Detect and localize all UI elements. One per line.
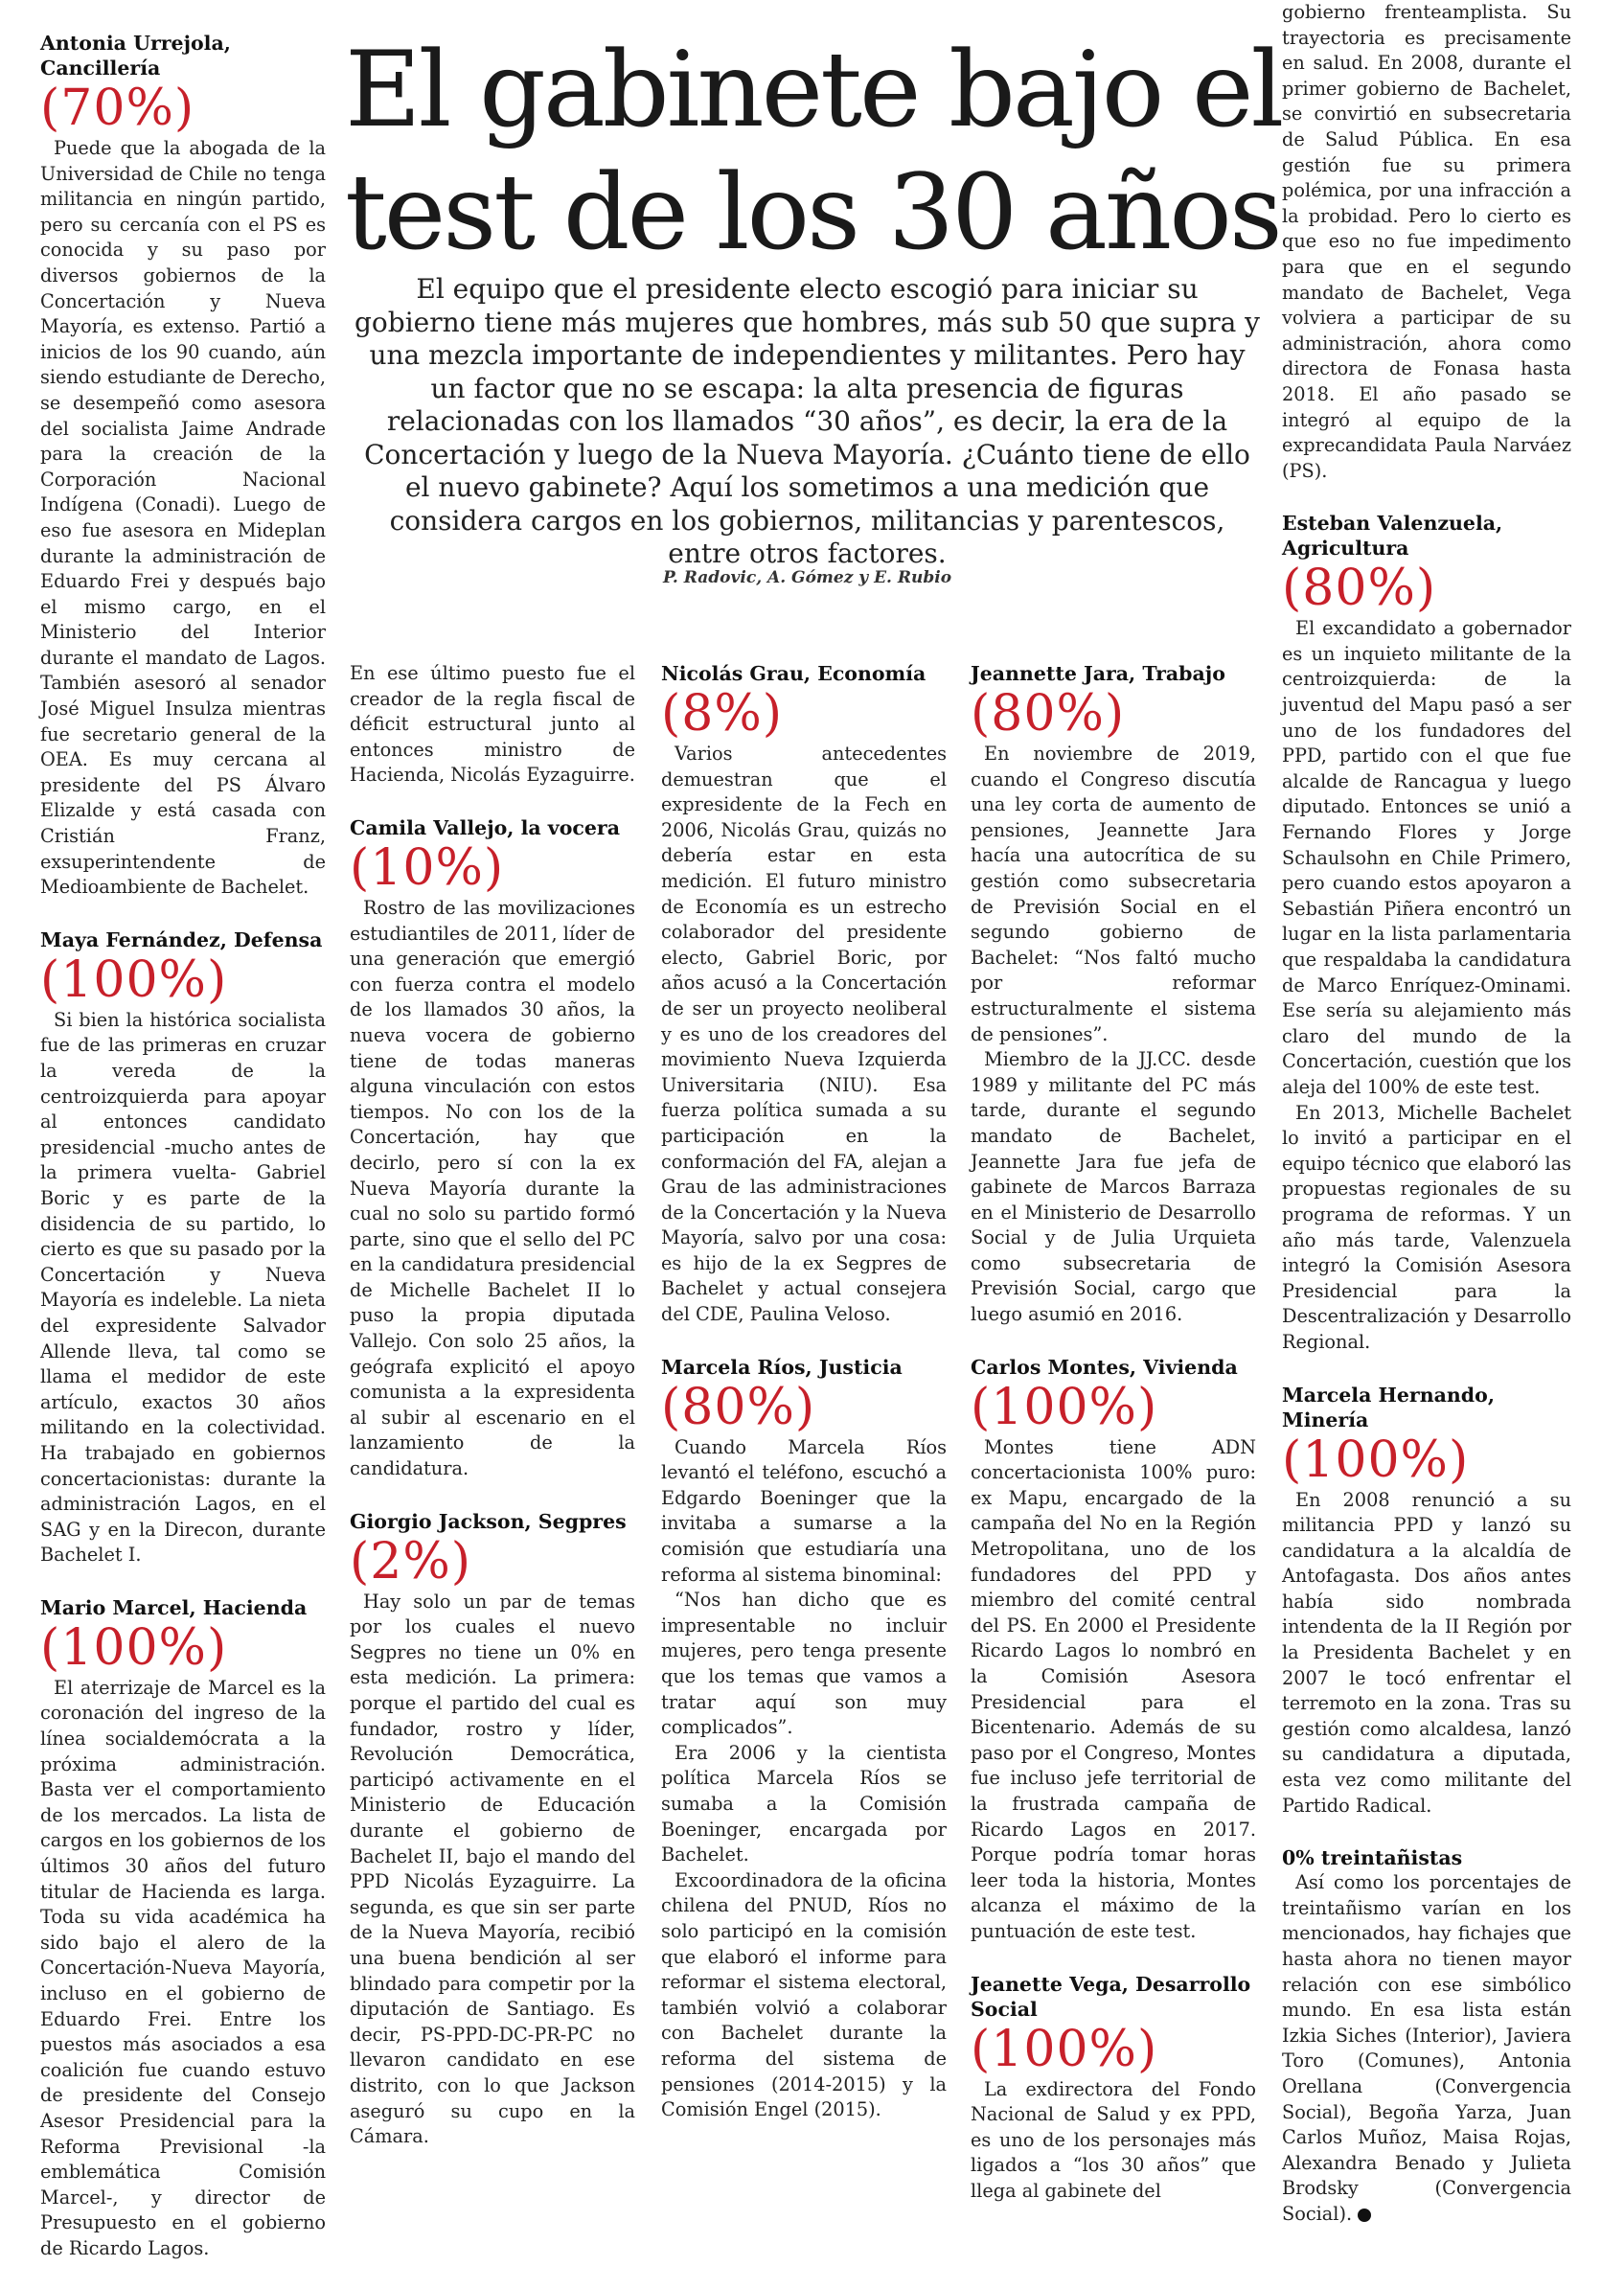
percentage-score: (70%): [40, 80, 195, 137]
article-section: [350, 815, 635, 1482]
article-body: [661, 742, 947, 1328]
article-section: [40, 927, 326, 1568]
percentage-score: (10%): [350, 838, 505, 897]
percentage-score: (100%): [40, 1618, 228, 1677]
minister-name: Jeannette Jara, Trabajo: [971, 662, 1225, 685]
percentage-score: (80%): [1282, 560, 1437, 618]
article-body: [1282, 1488, 1571, 1820]
paragraph: Montes tiene ADN concertacionista 100% puro: ex Mapu, encargado de la campaña del No en la Región Metropolitana, uno de los fundadores del PPD y miembro del comité central del PS. En 2000 el Presidente Ricardo Lagos lo nombró en la Comisión Asesora Presidencial para el Bicentenario. Además de su paso por el Congreso, Montes fue incluso jefe territorial de la frustrada campaña de Ricardo Lagos en 2017. Porque podría tomar horas leer toda la historia, Montes alcanza el máximo de la puntuación de este test.: [971, 1435, 1256, 1942]
percentage-score: (100%): [971, 1378, 1158, 1436]
column-5: [1282, 0, 1571, 2255]
paragraph: Así como los porcentajes de treintañismo varían en los mencionados, hay fichajes que hasta ahora no tienen mayor relación con ese simbólico mundo. En esa lista están Izkia Siches (Interior), Javiera Toro (Comunes), Antonia Orellana (Convergencia Social), Begoña Yarza, Juan Carlos Muñoz, Maisa Rojas, Alexandra Benado y Julieta Brodsky (Convergencia Social).: [1282, 1871, 1571, 2225]
paragraph: En 2008 renunció a su militancia PPD y lanzó su candidatura a la alcaldía de Antofagasta. Dos años antes había sido nombrada intendenta de la II Región por la Presidenta Bachelet y en 2007 le tocó enfrentar el terremoto en la zona. Tras su gestión como alcaldesa, lanzó su candidatura a diputada, esta vez como militante del Partido Radical.: [1282, 1488, 1571, 1817]
column-1: [40, 31, 326, 2289]
paragraph: Hay solo un par de temas por los cuales el nuevo Segpres no tiene un 0% en esta medición. La primera: porque el partido del cual es fundador, rostro y líder, Revolución Democrática, participó activamente en el Ministerio de Educación durante el gobierno de Bachelet II, bajo el mando del PPD Nicolás Eyzaguirre. La segunda, es que sin ser parte de la Nueva Mayoría, recibió una buena bendición al ser blindado para competir por la diputación de Santiago. Es decir, PS-PPD-DC-PR-PC no llevaron candidato en ese distrito, con lo que Jackson aseguró su cupo en la Cámara.: [350, 1590, 635, 2148]
article-section: [1282, 1383, 1571, 1820]
article-section: [971, 1355, 1256, 1945]
byline: P. Radovic, A. Gómez y E. Rubio: [662, 568, 952, 587]
article-section: [661, 661, 947, 1328]
article-body: [1282, 0, 1571, 484]
minister-name: Maya Fernández, Defensa: [40, 927, 323, 951]
end-mark-icon: [1358, 2209, 1371, 2222]
paragraph: Rostro de las movilizaciones estudiantiles de 2011, líder de una generación que emergió con fuerza contra el modelo de los llamados 30 años, la nueva vocera de gobierno tiene de todas maneras alguna vinculación con estos tiempos. No con los de la Concertación, hay que decirlo, pero sí con la ex Nueva Mayoría durante la cual no solo su partido formó parte, sino que el sello del PC en la candidatura presidencial de Michelle Bachelet II lo puso la propia diputada Vallejo. Con solo 25 años, la geógrafa explicitó el apoyo comunista a la expresidenta al subir al escenario en el lanzamiento de la candidatura.: [350, 896, 635, 1480]
article-body: [1282, 616, 1571, 1355]
paragraph: Si bien la histórica socialista fue de las primeras en cruzar la vereda de la centroizquierda para apoyar al entonces candidato presidencial -mucho antes de la primera vuelta- Gabriel Boric y es parte de la disidencia de su partido, lo cierto es que su pasado por la Concertación y Nueva Mayoría es indeleble. La nieta del expresidente Salvador Allende lleva, tal como se llama el medidor de este artículo, exactos 30 años militando en la colectividad. Ha trabajado en gobiernos concertacionistas: durante la administración Lagos, en el SAG y en la Direcon, durante Bachelet I.: [40, 1008, 326, 1567]
minister-name: Camila Vallejo, la vocera: [350, 815, 620, 839]
article-section: [971, 661, 1256, 1328]
paragraph: El excandidato a gobernador es un inquieto militante de la centroizquierda: de la juventud del Mapu pasó a ser uno de los fundadores del PPD, partido con el que fue alcalde de Rancagua y luego diputado. Entonces se unió a Fernando Flores y Jorge Schaulsohn en Chile Primero, pero cuando estos apoyaron a Sebastián Piñera encontró un lugar en la lista parlamentaria que respaldaba la candidatura de Marco Enríquez-Ominami. Ese sería su alejamiento más claro del mundo de la Concertación, cuestión que los aleja del 100% de este test.: [1282, 617, 1571, 1098]
article-body: [40, 1676, 326, 2262]
paragraph: El aterrizaje de Marcel es la coronación del ingreso de la línea socialdemócrata a la próxima administración. Basta ver el comportamiento de los mercados. La lista de cargos en los gobiernos de los últimos 30 años del futuro titular de Hacienda es larga. Toda su vida académica ha sido bajo el alero de la Concertación-Nueva Mayoría, incluso en el gobierno de Eduardo Frei. Entre los puestos más asociados a esa coalición fue cuando estuvo de presidente del Consejo Asesor Presidencial para la Reforma Previsional -la emblemática Comisión Marcel-, y director de Presupuesto en el gobierno de Ricardo Lagos.: [40, 1676, 326, 2259]
percentage-score: (100%): [971, 2020, 1158, 2078]
percentage-score: (100%): [40, 950, 228, 1009]
paragraph: En noviembre de 2019, cuando el Congreso discutía una ley corta de aumento de pensiones, Jeannette Jara hacía una autocrítica de su gestión como subsecretaria de Previsión Social en el segundo gobierno de Bachelet: “Nos faltó mucho por reformar estructuralmente el sistema de pensiones”.: [971, 743, 1256, 1045]
article-body: [350, 661, 635, 789]
paragraph: En ese último puesto fue el creador de la regla fiscal de déficit estructural junto al entonces ministro de Hacienda, Nicolás Eyzaguirre.: [350, 662, 635, 787]
headline-line-1: El gabinete bajo el: [345, 29, 1282, 150]
paragraph: Cuando Marcela Ríos levantó el teléfono, escuchó a Edgardo Boeninger que la invitaba a sumarse a la comisión que estudiaría una reforma al sistema binominal:: [661, 1435, 947, 1586]
headline-line-2: test de los 30 años: [345, 151, 1280, 273]
article-body: [40, 136, 326, 901]
percentage-score: (80%): [661, 1378, 816, 1436]
minister-name: Giorgio Jackson, Segpres: [350, 1509, 627, 1533]
article-section: [1282, 1845, 1571, 2227]
minister-name: 0% treintañistas: [1282, 1846, 1463, 1870]
paragraph: Puede que la abogada de la Universidad de Chile no tenga militancia en ningún partido, pero su cercanía con el PS es conocida y su paso por diversos gobiernos de la Concertación y Nueva Mayoría, es extenso. Partió a inicios de los 90 cuando, aún siendo estudiante de Derecho, se desempeñó como asesora del socialista Jaime Andrade para la creación de la Corporación Nacional Indígena (Conadi). Luego de eso fue asesora en Mideplan durante la administración de Eduardo Frei y después bajo el mismo cargo, en el Ministerio del Interior durante el mandato de Lagos. También asesoró al senador José Miguel Insulza mientras fue secretario general de la OEA. Es muy cercana al presidente del PS Álvaro Elizalde y está casada con Cristián Franz, exsuperintendente de Medioambiente de Bachelet.: [40, 137, 326, 899]
article-body: [1282, 1870, 1571, 2227]
article-body: [971, 1435, 1256, 1945]
article-body: [350, 1590, 635, 2150]
article-body: [40, 1008, 326, 1568]
article-body: [971, 2077, 1256, 2205]
headline: [345, 29, 1282, 274]
article-section: [1282, 511, 1571, 1355]
article-section: [350, 1509, 635, 2150]
minister-name: Carlos Montes, Vivienda: [971, 1355, 1238, 1379]
minister-name: Nicolás Grau, Economía: [661, 662, 926, 685]
article-section: [350, 661, 635, 789]
article-section: [40, 1595, 326, 2262]
paragraph: En 2013, Michelle Bachelet lo invitó a participar en el equipo técnico que elaboró las propuestas regionales de su programa de reformas. Y un año más tarde, Valenzuela integró la Comisión Asesora Presidencial para la Descentralización y Desarrollo Regional.: [1282, 1101, 1571, 1353]
paragraph: La exdirectora del Fondo Nacional de Salud y ex PPD, es uno de los personajes más ligados a “los 30 años” que llega al gabinete del: [971, 2077, 1256, 2202]
percentage-score: (80%): [971, 685, 1126, 743]
article-section: [971, 1972, 1256, 2205]
column-4: [971, 661, 1256, 2232]
percentage-score: (2%): [350, 1532, 472, 1591]
article-section: [1282, 0, 1571, 484]
minister-name: Antonia Urrejola, Cancillería: [40, 32, 231, 80]
percentage-score: (100%): [1282, 1431, 1470, 1489]
paragraph: gobierno frenteamplista. Su trayectoria es precisamente en salud. En 2008, durante el primer gobierno de Bachelet, se convirtió en subsecretaria de Salud Pública. En esa gestión fue su primera polémica, por una infracción a la probidad. Pero lo cierto es que eso no fue impedimento para que en el segundo mandato de Bachelet, Vega volviera a participar de su administración, ahora como directora de Fonasa hasta 2018. El año pasado se integró al equipo de la exprecandidata Paula Narváez (PS).: [1282, 1, 1571, 482]
paragraph: Miembro de la JJ.CC. desde 1989 y militante del PC más tarde, durante el segundo mandato de Bachelet, Jeannette Jara fue jefa de gabinete de Marcos Barraza en el Ministerio de Desarrollo Social y de Julia Urquieta como subsecretaria de Previsión Social, cargo que luego asumió en 2016.: [971, 1048, 1256, 1326]
article-body: [661, 1435, 947, 2123]
paragraph: Varios antecedentes demuestran que el expresidente de la Fech en 2006, Nicolás Grau, quizás no debería estar en esta medición. El futuro ministro de Economía es un estrecho colaborador del presidente electo, Gabriel Boric, por años acusó a la Concertación de ser un proyecto neoliberal y es uno de los creadores del movimiento Nueva Izquierda Universitaria (NIU). Esa fuerza política sumada a su participación en la conformación del FA, alejan a Grau de las administraciones de la Concertación y la Nueva Mayoría, salvo por una cosa: es hijo de la ex Segpres de Bachelet y actual consejera del CDE, Paulina Veloso.: [661, 743, 947, 1326]
article-body: [350, 896, 635, 1482]
article-section: [661, 1355, 947, 2123]
percentage-score: (8%): [661, 685, 784, 743]
paragraph: Era 2006 y la cientista política Marcela Ríos se sumaba a la Comisión Boeninger, encargada por Bachelet.: [661, 1741, 947, 1866]
column-2: [350, 661, 635, 2177]
article-section: [40, 31, 326, 901]
article-body: [971, 742, 1256, 1328]
paragraph: “Nos han dicho que es impresentable no incluir mujeres, pero tenga presente que los temas que vamos a tratar aquí son muy complicados”.: [661, 1589, 947, 1739]
minister-name: Jeanette Vega, Desarrollo Social: [971, 1972, 1251, 2021]
minister-name: Mario Marcel, Hacienda: [40, 1595, 308, 1619]
minister-name: Marcela Hernando, Minería: [1282, 1383, 1495, 1431]
minister-name: Esteban Valenzuela, Agricultura: [1282, 512, 1503, 561]
paragraph: Excoordinadora de la oficina chilena del PNUD, Ríos no solo participó en la comisión que elaboró el informe para reformar el sistema electoral, también volvió a colaborar con Bachelet durante la reforma del sistema de pensiones (2014-2015) y la Comisión Engel (2015).: [661, 1868, 947, 2121]
column-3: [661, 661, 947, 2150]
lede-paragraph: El equipo que el presidente electo escogió para iniciar su gobierno tiene más mujeres que hombres, más sub 50 que supra y una mezcla importante de independientes y militantes. Pero hay un factor que no se escapa: la alta presencia de figuras relacionadas con los llamados “30 años”, es decir, la era de la Concertación y luego de la Nueva Mayoría. ¿Cuánto tiene de ello el nuevo gabinete? Aquí los sometimos a una medición que considera cargos en los gobiernos, militancias y parentescos, entre otros factores.: [355, 273, 1260, 569]
minister-name: Marcela Ríos, Justicia: [661, 1355, 903, 1379]
